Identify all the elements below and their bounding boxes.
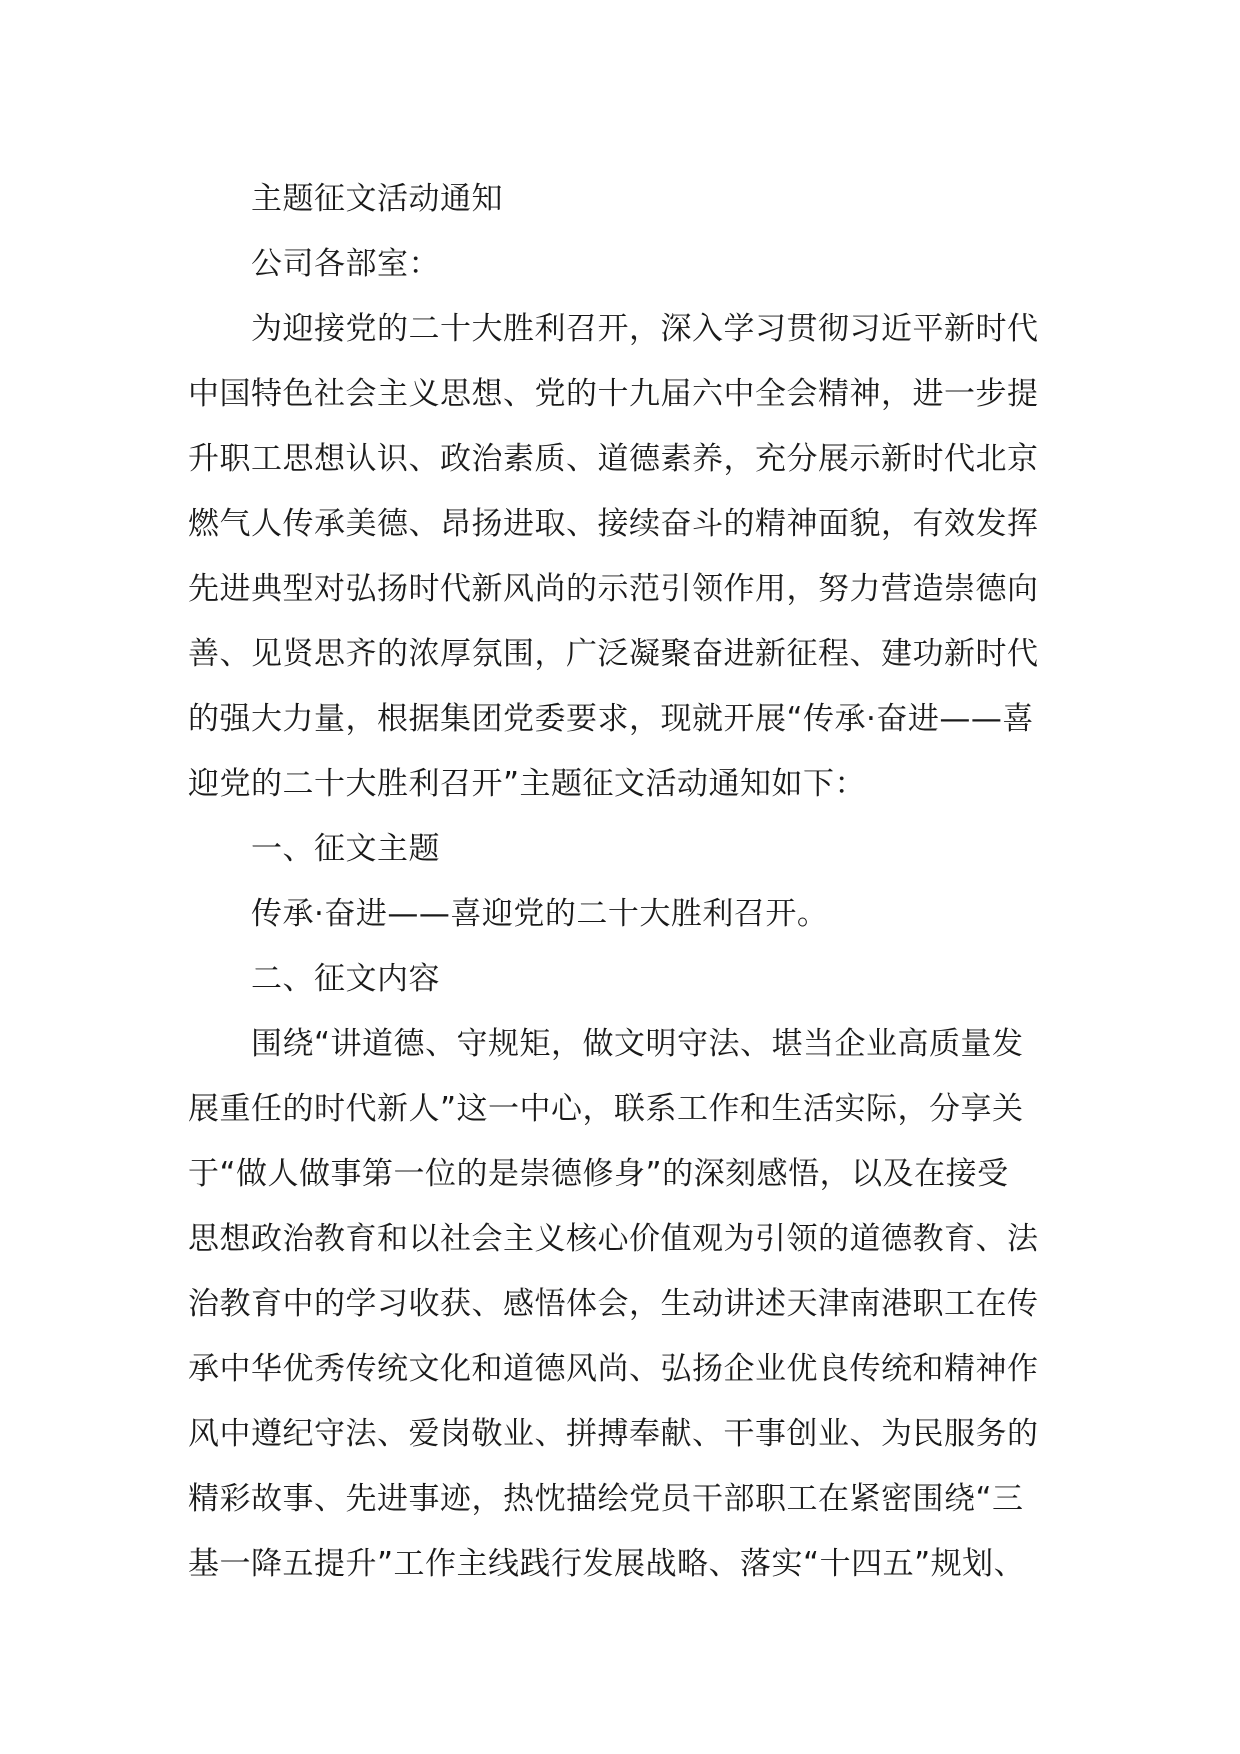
- text-line: 承中华优秀传统文化和道德风尚、弘扬企业优良传统和精神作: [188, 1351, 1039, 1387]
- text-line: 围绕“讲道德、守规矩，做文明守法、堪当企业高质量发: [251, 1026, 1024, 1062]
- text-line: 精彩故事、先进事迹，热忱描绘党员干部职工在紧密围绕“三: [188, 1481, 1024, 1517]
- text-line: 展重任的时代新人”这一中心，联系工作和生活实际，分享关: [188, 1091, 1024, 1127]
- text-line: 基一降五提升”工作主线践行发展战略、落实“十四五”规划、: [188, 1546, 1026, 1582]
- section-heading: 一、征文主题: [251, 831, 440, 867]
- text-line: 思想政治教育和以社会主义核心价值观为引领的道德教育、法: [188, 1221, 1039, 1257]
- text-line: 善、见贤思齐的浓厚氛围，广泛凝聚奋进新征程、建功新时代: [188, 636, 1039, 672]
- text-line: 风中遵纪守法、爱岗敬业、拼搏奉献、干事创业、为民服务的: [188, 1416, 1039, 1452]
- section-heading: 二、征文内容: [251, 961, 440, 997]
- text-line: 治教育中的学习收获、感悟体会，生动讲述天津南港职工在传: [188, 1286, 1039, 1322]
- text-line: 中国特色社会主义思想、党的十九届六中全会精神，进一步提: [188, 376, 1039, 412]
- document-body: [188, 167, 1068, 1597]
- text-line: 先进典型对弘扬时代新风尚的示范引领作用，努力营造崇德向: [188, 571, 1039, 607]
- document-title: 主题征文活动通知: [251, 181, 503, 217]
- text-line: 燃气人传承美德、昂扬进取、接续奋斗的精神面貌，有效发挥: [188, 506, 1039, 542]
- text-line: 于“做人做事第一位的是崇德修身”的深刻感悟，以及在接受: [188, 1156, 1009, 1192]
- salutation: 公司各部室：: [251, 246, 440, 282]
- theme-text: 传承·奋进——喜迎党的二十大胜利召开。: [251, 896, 829, 932]
- text-line: 迎党的二十大胜利召开”主题征文活动通知如下：: [188, 766, 867, 802]
- text-line: 为迎接党的二十大胜利召开，深入学习贯彻习近平新时代: [251, 311, 1039, 347]
- text-line: 的强大力量，根据集团党委要求，现就开展“传承·奋进——喜: [188, 701, 1034, 737]
- text-line: 升职工思想认识、政治素质、道德素养，充分展示新时代北京: [188, 441, 1039, 477]
